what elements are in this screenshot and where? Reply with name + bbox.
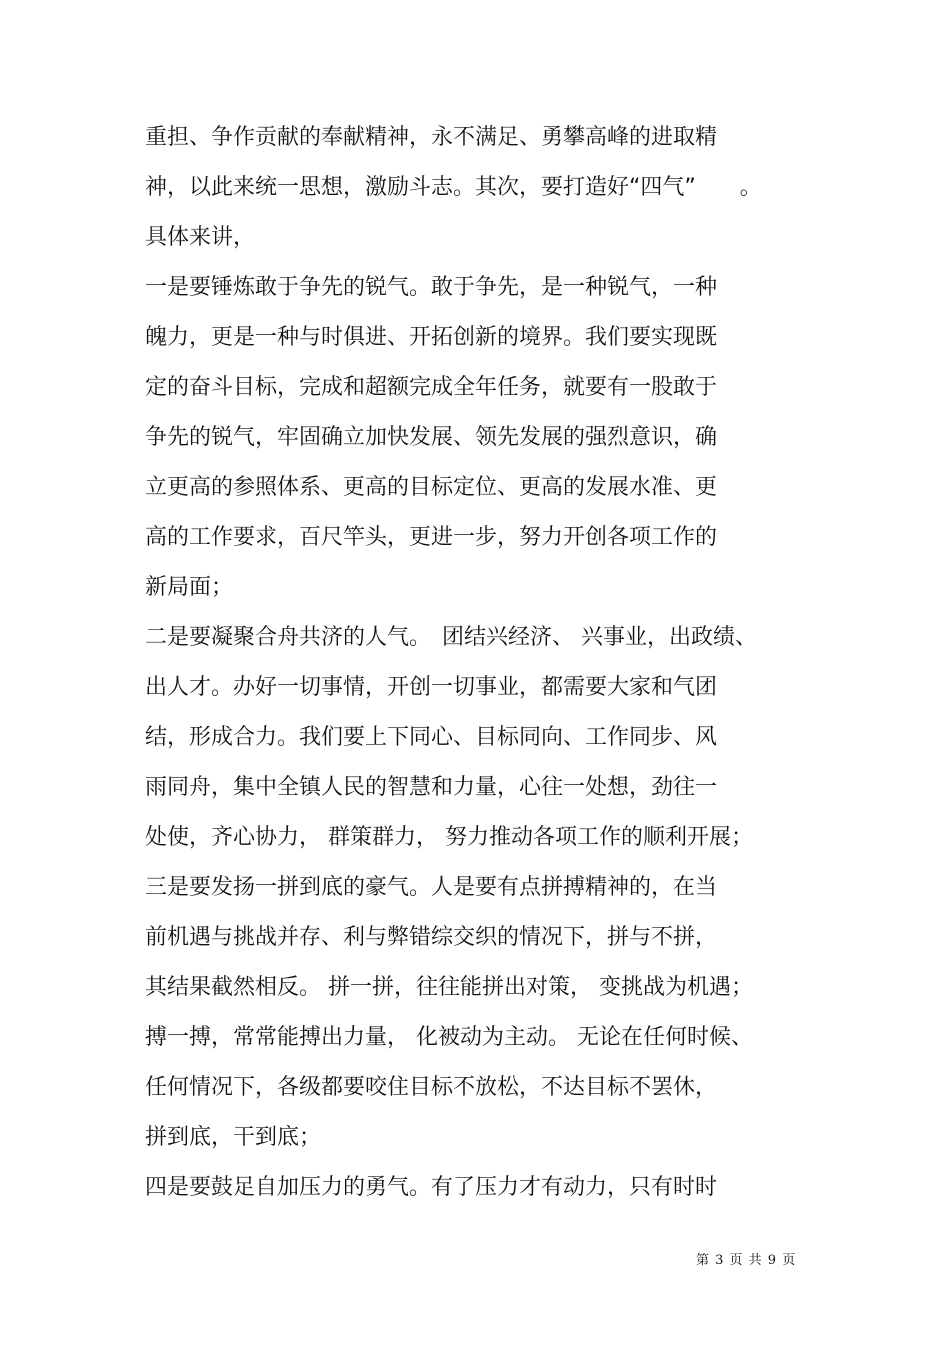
text-line: 搏一搏，常常能搏出力量， 化被动为主动。 无论在任何时候、 [145, 1025, 753, 1050]
text-line: 重担、争作贡献的奉献精神，永不满足、勇攀高峰的进取精 [145, 125, 718, 150]
text-line: 四是要鼓足自加压力的勇气。有了压力才有动力，只有时时 [145, 1175, 718, 1200]
text-line: 出人才。办好一切事情，开创一切事业，都需要大家和气团 [145, 675, 718, 700]
text-line: 定的奋斗目标，完成和超额完成全年任务，就要有一股敢于 [145, 375, 718, 400]
text-line: 雨同舟，集中全镇人民的智慧和力量，心往一处想，劲往一 [145, 775, 718, 800]
text-line: 立更高的参照体系、更高的目标定位、更高的发展水准、更 [145, 475, 718, 500]
text-line: 三是要发扬一拼到底的豪气。人是要有点拼搏精神的，在当 [145, 875, 718, 900]
text-line: 争先的锐气，牢固确立加快发展、领先发展的强烈意识，确 [145, 425, 718, 450]
text-line: 具体来讲， [145, 225, 256, 250]
text-line: 二是要凝聚合舟共济的人气。 团结兴经济、 兴事业，出政绩、 [145, 625, 757, 650]
text-line: 一是要锤炼敢于争先的锐气。敢于争先，是一种锐气，一种 [145, 275, 718, 300]
text-line: 高的工作要求，百尺竿头，更进一步，努力开创各项工作的 [145, 525, 718, 550]
text-line: 处使，齐心协力， 群策群力， 努力推动各项工作的顺利开展； [145, 825, 753, 850]
text-line: 魄力，更是一种与时俱进、开拓创新的境界。我们要实现既 [145, 325, 718, 350]
body-text [145, 120, 825, 1220]
text-line: 拼到底，干到底； [145, 1125, 322, 1150]
text-line: 新局面； [145, 575, 234, 600]
text-line: 前机遇与挑战并存、利与弊错综交织的情况下，拼与不拼， [145, 925, 718, 950]
text-line: 神，以此来统一思想，激励斗志。其次，要打造好“四气” 。 [145, 175, 762, 200]
page-number: 第 3 页 共 9 页 [696, 1253, 797, 1268]
text-line: 结，形成合力。我们要上下同心、目标同向、工作同步、风 [145, 725, 718, 750]
text-line: 其结果截然相反。 拼一拼，往往能拼出对策， 变挑战为机遇； [145, 975, 753, 1000]
text-line: 任何情况下，各级都要咬住目标不放松，不达目标不罢休， [145, 1075, 718, 1100]
